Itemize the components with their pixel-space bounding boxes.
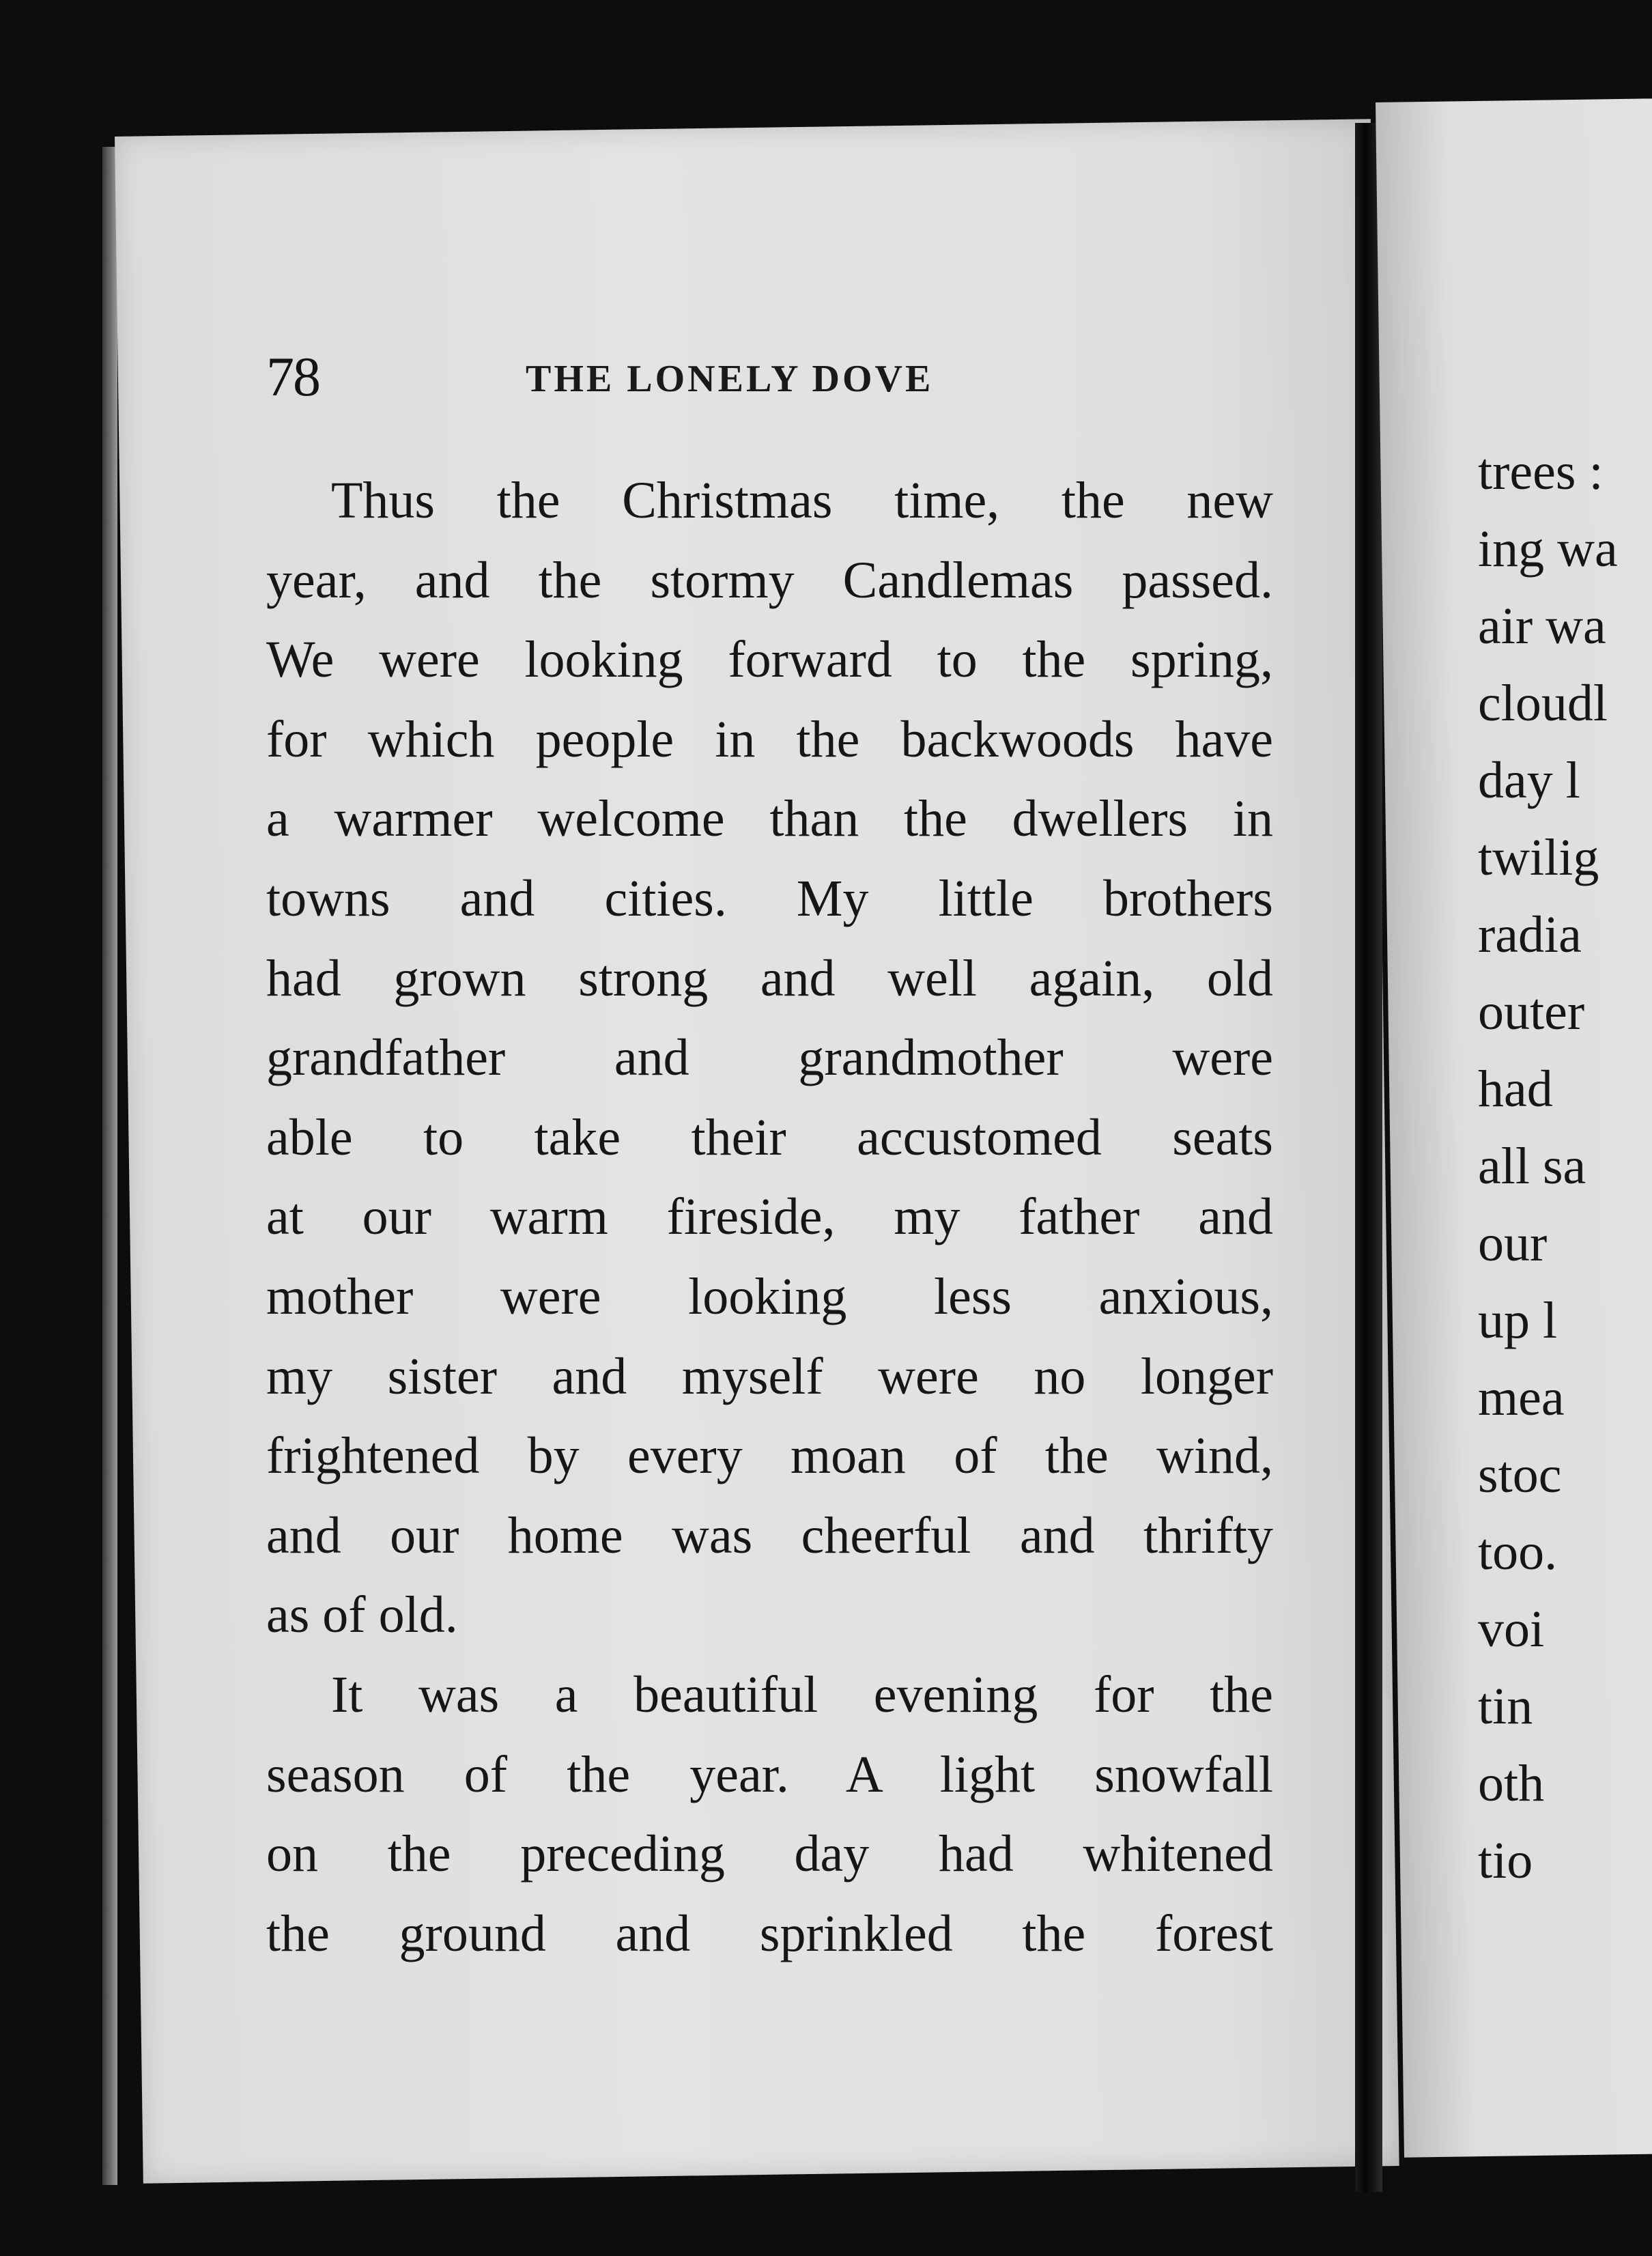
text-line: trees : [1478,443,1604,500]
text-line: We were looking forward to the spring, [266,631,1273,689]
text-line: our [1478,1215,1548,1272]
text-line: the ground and sprinkled the forest [266,1904,1273,1962]
text-line: towns and cities. My little brothers [266,869,1273,927]
text-line: able to take their accustomed seats [266,1108,1273,1166]
text-line: and our home was cheerful and thrifty [266,1506,1273,1564]
running-head [266,345,1222,406]
page-edge [102,147,117,2185]
text-line: as of old. [266,1586,458,1644]
text-line: day l [1478,752,1580,809]
text-line: outer [1478,983,1585,1041]
book-gutter [1355,123,1382,2192]
text-line: frightened by every moan of the wind, [266,1427,1273,1485]
text-line: up l [1478,1292,1558,1349]
text-line: mother were looking less anxious, [266,1267,1273,1325]
text-line: tio [1478,1832,1533,1889]
text-line: voi [1478,1601,1545,1658]
text-line: cloudl [1478,675,1608,732]
running-title: THE LONELY DOVE [526,358,934,400]
text-line: tin [1478,1678,1533,1735]
text-line: It was a beautiful evening for the [331,1665,1273,1723]
text-line: a warmer welcome than the dwellers in [266,790,1273,848]
page-number: 78 [266,346,319,408]
text-line: radia [1478,906,1582,963]
text-line: for which people in the backwoods have [266,710,1273,768]
text-line: air wa [1478,597,1606,655]
text-line: grandfather and grandmother were [266,1029,1273,1087]
text-line: season of the year. A light snowfall [266,1745,1273,1803]
text-line: on the preceding day had whitened [266,1825,1273,1883]
left-page-text [266,461,1273,1973]
text-line: all sa [1478,1138,1586,1195]
text-line: twilig [1478,829,1599,886]
text-line: my sister and myself were no longer [266,1347,1273,1405]
text-line: stoc [1478,1446,1562,1504]
text-line: too. [1478,1523,1558,1581]
text-line: had grown strong and well again, old [266,949,1273,1007]
text-line: at our warm fireside, my father and [266,1188,1273,1246]
text-line: oth [1478,1755,1545,1812]
text-line: year, and the stormy Candlemas passed. [266,551,1273,609]
right-page-text [1478,434,1652,1900]
text-line: Thus the Christmas time, the new [331,472,1273,529]
text-line: mea [1478,1369,1565,1426]
text-line: ing wa [1478,520,1618,578]
text-line: had [1478,1060,1553,1118]
